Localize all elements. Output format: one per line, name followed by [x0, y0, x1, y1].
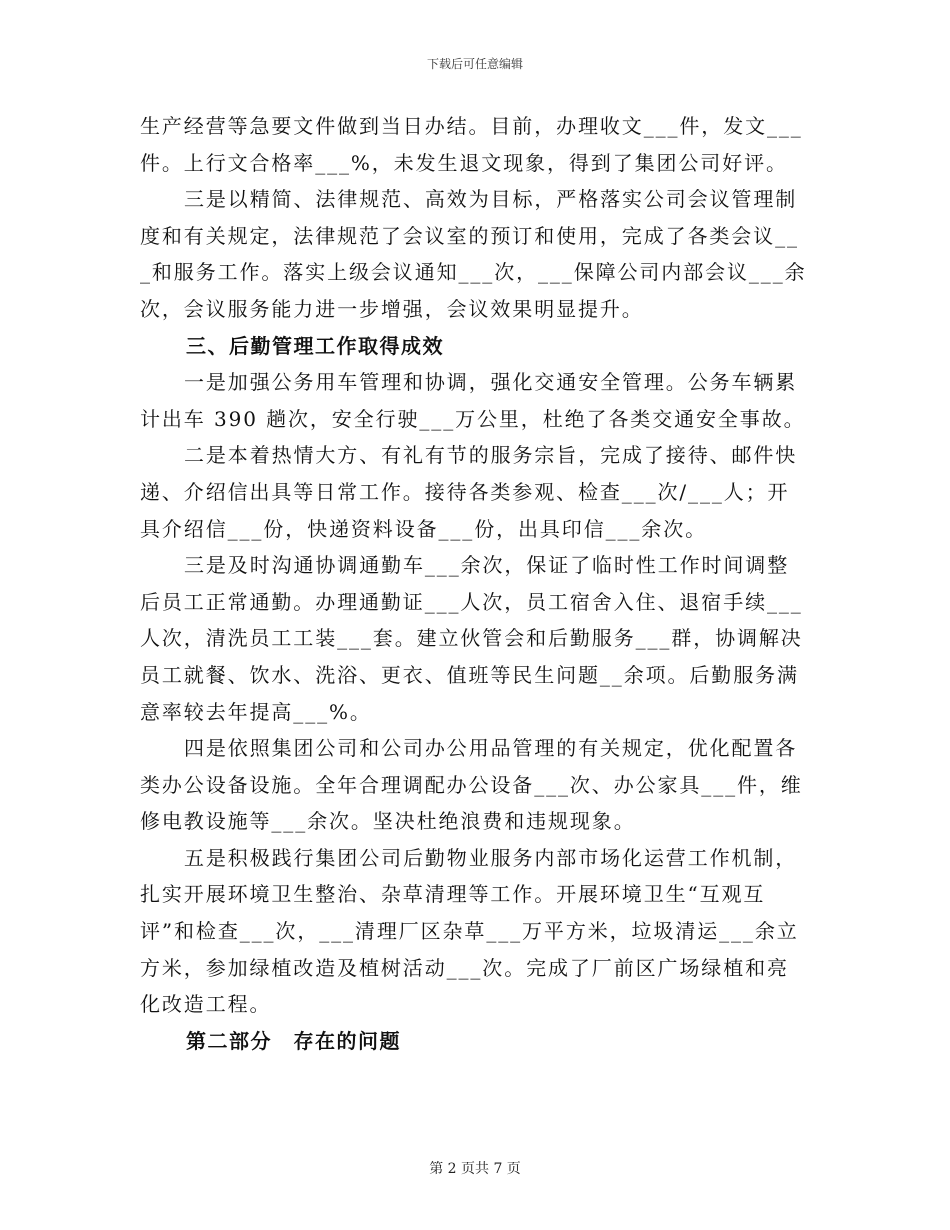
- paragraph-commute-services: 三是及时沟通协调通勤车___余次，保证了临时性工作时间调整后员工正常通勤。办理通勤证___人次，员工宿舍入住、退宿手续___人次，清洗员工工装___套。建立伙管会和后勤服务___群，协调解决员工就餐、饮水、洗浴、更衣、值班等民生问题__余项。后勤服务满意率较去年提高___%。: [140, 553, 803, 724]
- paragraph-reception-services: 二是本着热情大方、有礼有节的服务宗旨，完成了接待、邮件快递、介绍信出具等日常工作。接待各类参观、检查___次/___人；开具介绍信___份，快递资料设备___份，出具印信___余次。: [140, 443, 798, 541]
- paragraph-vehicle-management: 一是加强公务用车管理和协调，强化交通安全管理。公务车辆累计出车 390 趟次，安全行驶___万公里，杜绝了各类交通安全事故。: [140, 370, 806, 431]
- page-footer: 第 2 页共 7 页: [429, 1161, 521, 1177]
- page-header: 下载后可任意编辑: [426, 57, 523, 71]
- paragraph-continuation: 生产经营等急要文件做到当日办结。目前，办理收文___件，发文___件。上行文合格率___%，未发生退文现象，得到了集团公司好评。: [140, 114, 803, 175]
- part-heading-existing-problems: 第二部分 存在的问题: [186, 1028, 401, 1053]
- document-body: [140, 108, 810, 1059]
- paragraph-office-equipment: 四是依照集团公司和公司办公用品管理的有关规定，优化配置各类办公设备设施。全年合理调配办公设备___次、办公家具___件，维修电教设施等___余次。坚决杜绝浪费和违规现象。: [140, 736, 803, 834]
- section-heading-logistics: 三、后勤管理工作取得成效: [186, 333, 444, 358]
- paragraph-meeting-management: 三是以精简、法律规范、高效为目标，严格落实公司会议管理制度和有关规定，法律规范了会议室的预订和使用，完成了各类会议___和服务工作。落实上级会议通知___次，___保障公司内部会议___余次，会议服务能力进一步增强，会议效果明显提升。: [140, 187, 807, 321]
- paragraph-environment-sanitation: 五是积极践行集团公司后勤物业服务内部市场化运营工作机制，扎实开展环境卫生整治、杂草清理等工作。开展环境卫生“互观互评”和检查___次，___清理厂区杂草___万平方米，垃圾清运___余立方米，参加绿植改造及植树活动___次。完成了厂前区广场绿植和亮化改造工程。: [140, 845, 799, 1017]
